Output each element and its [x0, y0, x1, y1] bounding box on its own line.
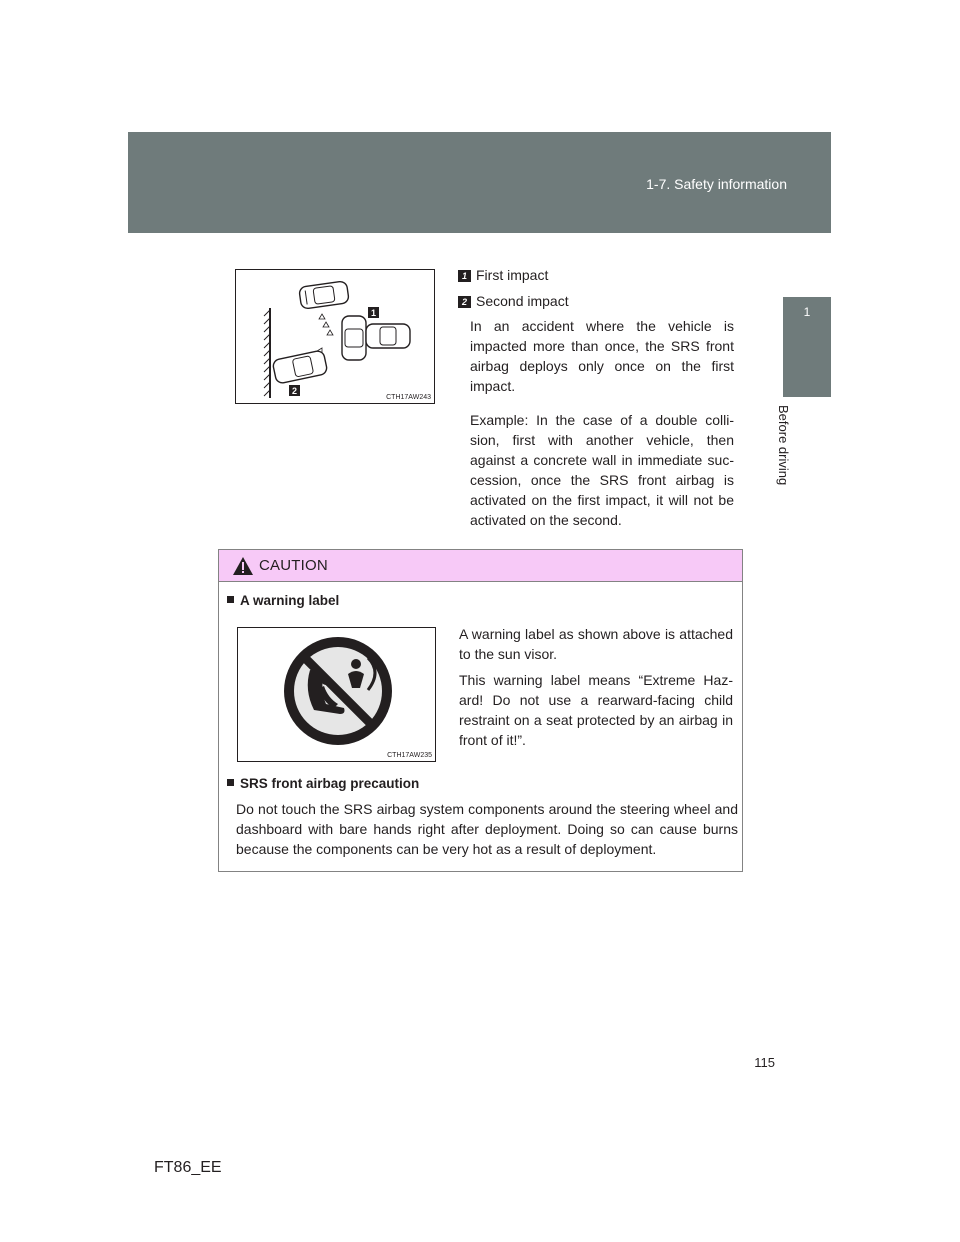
caution-header: [219, 550, 742, 582]
legend-item-second: [458, 293, 569, 309]
caution-title: CAUTION: [259, 557, 328, 574]
fig-badge-1: 1: [370, 308, 377, 318]
document-code: FT86_EE: [154, 1159, 222, 1176]
airbag-precaution-title: SRS front airbag precaution: [240, 776, 420, 791]
warning-label-paragraph-2: This warning label means “Extreme Haz-ard! Do not use a rearward-facing child restraint on a seat protected by an airbag in front of it!”.: [459, 672, 733, 748]
legend-text: Second impact: [476, 293, 569, 309]
warning-triangle-icon: [232, 556, 254, 576]
paragraph-example: Example: In the case of a double colli-sion, first with another vehicle, then against a concrete wall in immediate suc-cession, once the SRS front airbag is activated on the first impact, it will not be activated on the second.: [470, 412, 734, 528]
legend-item-first: [458, 267, 548, 283]
collision-diagram-icon: [236, 270, 434, 403]
figure-code: CTH17AW243: [386, 394, 431, 401]
bullet-square-icon: [227, 596, 234, 603]
airbag-precaution-body: Do not touch the SRS airbag system components around the steering wheel and dashboard with bare hands right after deployment. Doing so can cause burns because the components can be very hot as a result of deployment.: [236, 801, 738, 857]
warning-label-illustration: [237, 627, 436, 762]
chapter-number: 1: [803, 305, 811, 319]
warning-label-paragraph-1: A warning label as shown above is attached to the sun visor.: [459, 626, 733, 662]
legend-text: First impact: [476, 267, 549, 283]
warning-label-heading: [227, 593, 339, 608]
caution-box: [218, 549, 743, 872]
chapter-label-container: [770, 405, 798, 501]
warning-label-title: A warning label: [240, 593, 340, 608]
chapter-label: Before driving: [776, 405, 791, 486]
section-title: 1-7. Safety information: [646, 176, 787, 192]
section-header: [128, 132, 831, 233]
bullet-square-icon: [227, 779, 234, 786]
chapter-tab: [783, 297, 831, 397]
legend-badge: 2: [458, 296, 471, 308]
paragraph-impact: In an accident where the vehicle is impacted more than once, the SRS front airbag deploys only once on the first impact.: [470, 318, 734, 394]
no-rearward-child-seat-icon: [238, 628, 435, 761]
figure-code: CTH17AW235: [387, 752, 432, 759]
collision-illustration: [235, 269, 435, 404]
legend-badge: 1: [458, 270, 471, 282]
airbag-precaution-heading: [227, 776, 419, 791]
fig-badge-2: 2: [291, 386, 298, 396]
page-number: 115: [754, 1055, 775, 1070]
